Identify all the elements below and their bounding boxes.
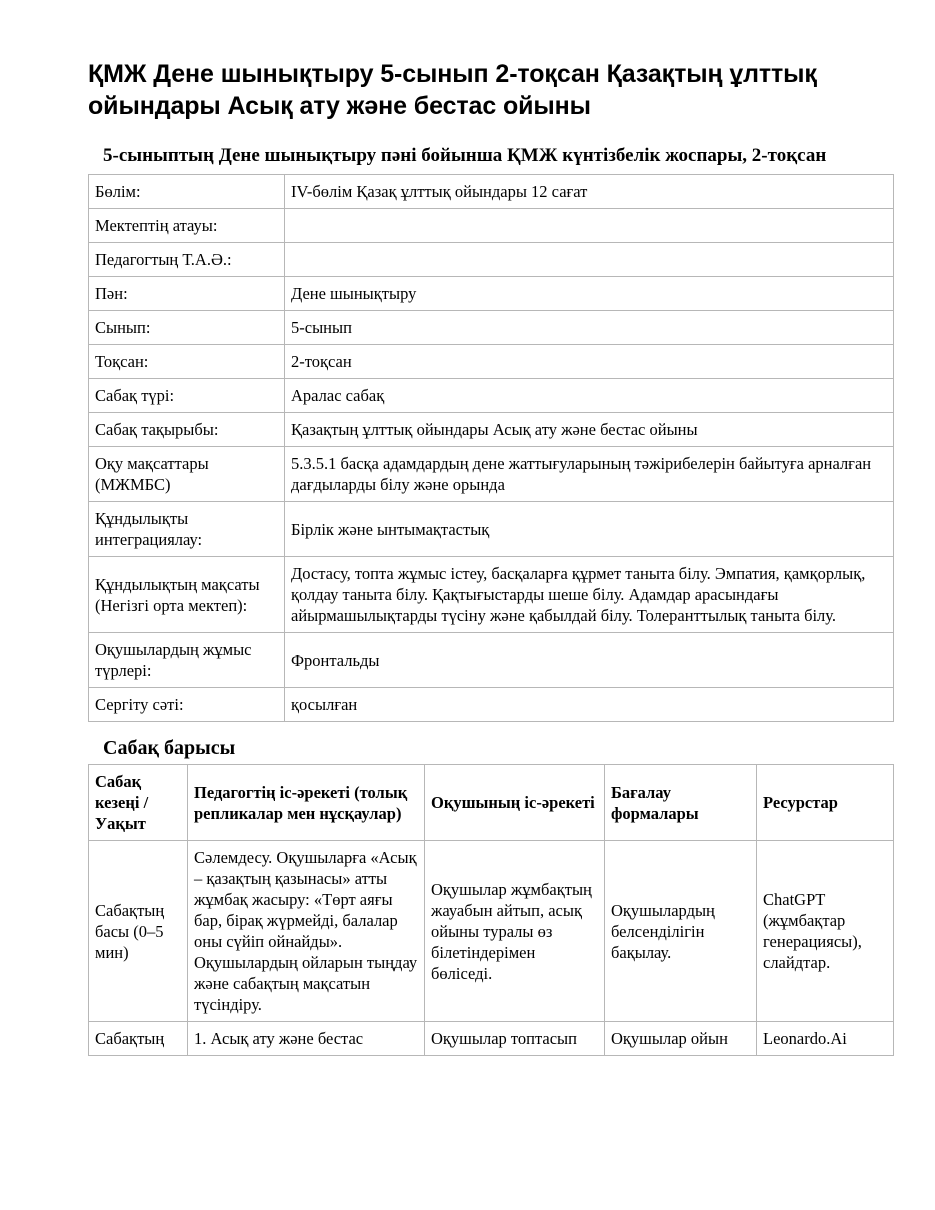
info-label: Педагогтың Т.А.Ә.:	[89, 243, 285, 277]
info-label: Сабақ түрі:	[89, 379, 285, 413]
page-title: ҚМЖ Дене шынықтыру 5-сынып 2-тоқсан Қазақтың ұлттық ойындары Асық ату және бестас ойыны	[88, 60, 817, 120]
table-row	[89, 277, 894, 311]
table-row	[89, 209, 894, 243]
table-cell: Оқушылардың белсенділігін бақылау.	[605, 841, 757, 1022]
info-value: IV-бөлім Қазақ ұлттық ойындары 12 сағат	[285, 175, 894, 209]
table-row	[89, 175, 894, 209]
table-row	[89, 345, 894, 379]
info-value: Аралас сабақ	[285, 379, 894, 413]
info-table	[88, 174, 894, 722]
table-row	[89, 557, 894, 633]
table-cell: Leonardo.Ai	[757, 1022, 894, 1056]
info-value: Қазақтың ұлттық ойындары Асық ату және бестас ойыны	[285, 413, 894, 447]
info-value	[285, 243, 894, 277]
info-value: 5.3.5.1 басқа адамдардың дене жаттығуларының тәжірибелерін байытуға арналған дағдыларды білу және орында	[285, 447, 894, 502]
info-label: Тоқсан:	[89, 345, 285, 379]
info-label: Оқушылардың жұмыс түрлері:	[89, 633, 285, 688]
info-value: Достасу, топта жұмыс істеу, басқаларға құрмет таныта білу. Эмпатия, қамқорлық, қолдау таныта білу. Қақтығыстарды шеше білу. Адамдар арасындағы айырмашылықтарды түсіну және қабылдай білу. Толеранттылық таныта білу.	[285, 557, 894, 633]
table-cell: ChatGPT (жұмбақтар генерациясы), слайдтар.	[757, 841, 894, 1022]
table-row	[89, 1022, 894, 1056]
info-label: Пән:	[89, 277, 285, 311]
table-row	[89, 633, 894, 688]
table-row	[89, 841, 894, 1022]
column-header: Оқушының іс-әрекеті	[425, 765, 605, 841]
document-page	[88, 58, 893, 1056]
table-row	[89, 311, 894, 345]
info-value	[285, 209, 894, 243]
info-value: қосылған	[285, 688, 894, 722]
info-value: Бірлік және ынтымақтастық	[285, 502, 894, 557]
column-header: Сабақ кезеңі / Уақыт	[89, 765, 188, 841]
table-cell: Сабақтың	[89, 1022, 188, 1056]
table-row	[89, 502, 894, 557]
section-title: Сабақ барысы	[103, 737, 236, 759]
column-header: Ресурстар	[757, 765, 894, 841]
column-header: Бағалау формалары	[605, 765, 757, 841]
info-label: Оқу мақсаттары (МЖМБС)	[89, 447, 285, 502]
table-row	[89, 379, 894, 413]
info-value: Дене шынықтыру	[285, 277, 894, 311]
table-cell: Оқушылар топтасып	[425, 1022, 605, 1056]
table-row	[89, 243, 894, 277]
info-label: Құндылықты интеграциялау:	[89, 502, 285, 557]
table-row	[89, 447, 894, 502]
table-cell: Сәлемдесу. Оқушыларға «Асық – қазақтың қазынасы» атты жұмбақ жасыру: «Төрт аяғы бар, бірақ жүрмейді, балалар оны сүйіп ойнайды». Оқушылардың ойларын тыңдау және сабақтың мақсатын түсіндіру.	[188, 841, 425, 1022]
info-label: Сынып:	[89, 311, 285, 345]
lesson-table	[88, 764, 894, 1056]
table-row	[89, 688, 894, 722]
table-cell: Оқушылар жұмбақтың жауабын айтып, асық ойыны туралы өз білетіндерімен бөліседі.	[425, 841, 605, 1022]
table-row	[89, 413, 894, 447]
column-header: Педагогтің іс-әрекеті (толық репликалар мен нұсқаулар)	[188, 765, 425, 841]
plan-subtitle: 5-сыныптың Дене шынықтыру пәні бойынша ҚМЖ күнтізбелік жоспары, 2-тоқсан	[103, 145, 827, 166]
table-cell: Оқушылар ойын	[605, 1022, 757, 1056]
info-label: Құндылықтың мақсаты (Негізгі орта мектеп):	[89, 557, 285, 633]
info-value: 2-тоқсан	[285, 345, 894, 379]
info-label: Мектептің атауы:	[89, 209, 285, 243]
table-cell: 1. Асық ату және бестас	[188, 1022, 425, 1056]
table-header-row	[89, 765, 894, 841]
info-label: Бөлім:	[89, 175, 285, 209]
info-label: Сабақ тақырыбы:	[89, 413, 285, 447]
info-value: 5-сынып	[285, 311, 894, 345]
info-label: Сергіту сәті:	[89, 688, 285, 722]
info-value: Фронтальды	[285, 633, 894, 688]
table-cell: Сабақтың басы (0–5 мин)	[89, 841, 188, 1022]
